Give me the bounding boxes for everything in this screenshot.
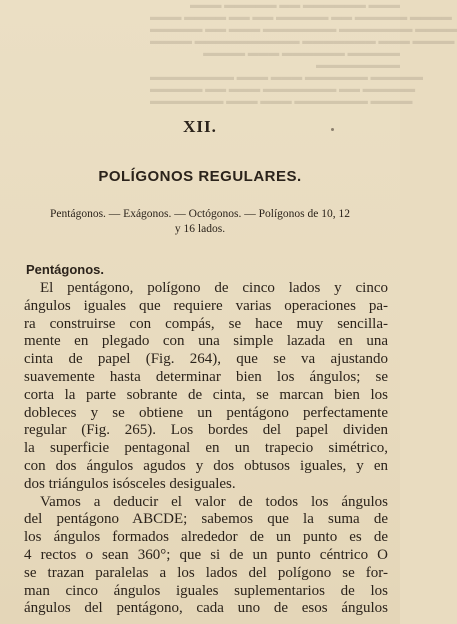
chapter-title: POLÍGONOS REGULARES. <box>98 168 302 185</box>
body-line: la superficie pentagonal en un trapecio simétrico, <box>24 440 388 457</box>
body-line: cinta de papel (Fig. 264), que se va ajustando <box>24 351 388 368</box>
body-line: ra construirse con compás, se hace muy sencilla- <box>24 315 388 332</box>
body-line: suavemente hasta determinar bien los ángulos; se <box>24 368 388 385</box>
body-line: del pentágono ABCDE; sabemos que la suma de <box>24 511 388 528</box>
body-line: dobleces y se obtiene un pentágono perfectamente <box>24 404 388 421</box>
summary-line-2: y 16 lados. <box>174 223 226 235</box>
body-line: corta la parte sobrante de cinta, se marcan bien los <box>24 386 388 403</box>
body-line: se trazan paralelas a los lados del polígono se for- <box>24 564 388 581</box>
ink-speck <box>331 128 334 131</box>
body-line: El pentágono, polígono de cinco lados y cinco <box>40 280 388 296</box>
section-heading: Pentágonos. <box>26 262 105 277</box>
chapter-number: XII. <box>183 117 217 136</box>
body-line: con dos ángulos agudos y dos obtusos iguales, y en <box>24 457 388 474</box>
body-text <box>24 280 388 618</box>
body-line: regular (Fig. 265). Los bordes del papel dividen <box>24 422 388 439</box>
body-line: mente en plegado con una simple lazada en una <box>24 333 388 350</box>
body-line: ángulos del pentágono, cada uno de esos ángulos <box>24 600 388 617</box>
body-line: man cinco ángulos iguales suplementarios de los <box>24 582 388 599</box>
body-line: Vamos a deducir el valor de todos los ángulos <box>40 493 388 510</box>
summary-line-1: Pentágonos. — Exágonos. — Octógonos. — Polígonos de 10, 12 <box>50 208 350 220</box>
body-line: ángulos iguales que requiere varias operaciones pa- <box>24 297 388 314</box>
body-line: los ángulos formados alrededor de un punto es de <box>24 529 388 546</box>
body-line: 4 rectos o sean 360°; que si de un punto céntrico O <box>24 546 388 563</box>
chapter-summary <box>48 207 352 237</box>
bleed-through-text: ▬▬▬ ▬▬▬▬▬ ▬▬ ▬▬▬▬▬▬ ▬▬▬ ▬▬▬ ▬▬▬▬ ▬▬ ▬▬ ▬▬▬▬▬ ▬▬ ▬▬▬▬▬ ▬▬▬▬ ▬▬▬▬▬ ▬▬ ▬▬▬ ▬▬▬▬▬▬▬ ▬▬▬▬▬▬▬ ▬▬▬▬ ▬▬▬▬ ▬▬▬▬▬▬▬▬▬▬ ▬▬▬▬▬▬▬ ▬▬▬ ▬▬▬▬ ▬▬▬▬ ▬▬▬ ▬▬▬▬▬▬ ▬▬▬▬▬ ▬▬▬▬▬▬▬▬ ▬▬▬▬▬▬▬▬ ▬▬▬ ▬▬▬ ▬▬▬▬▬▬ ▬▬▬▬▬ ▬▬▬▬▬ ▬▬ ▬▬▬ ▬▬▬▬▬▬▬ ▬▬ ▬▬▬▬▬ ▬▬▬▬▬▬▬ ▬▬▬ ▬▬▬ ▬▬▬▬▬▬▬ ▬▬▬▬ <box>150 0 457 107</box>
body-line: dos triángulos isósceles desiguales. <box>24 475 236 492</box>
